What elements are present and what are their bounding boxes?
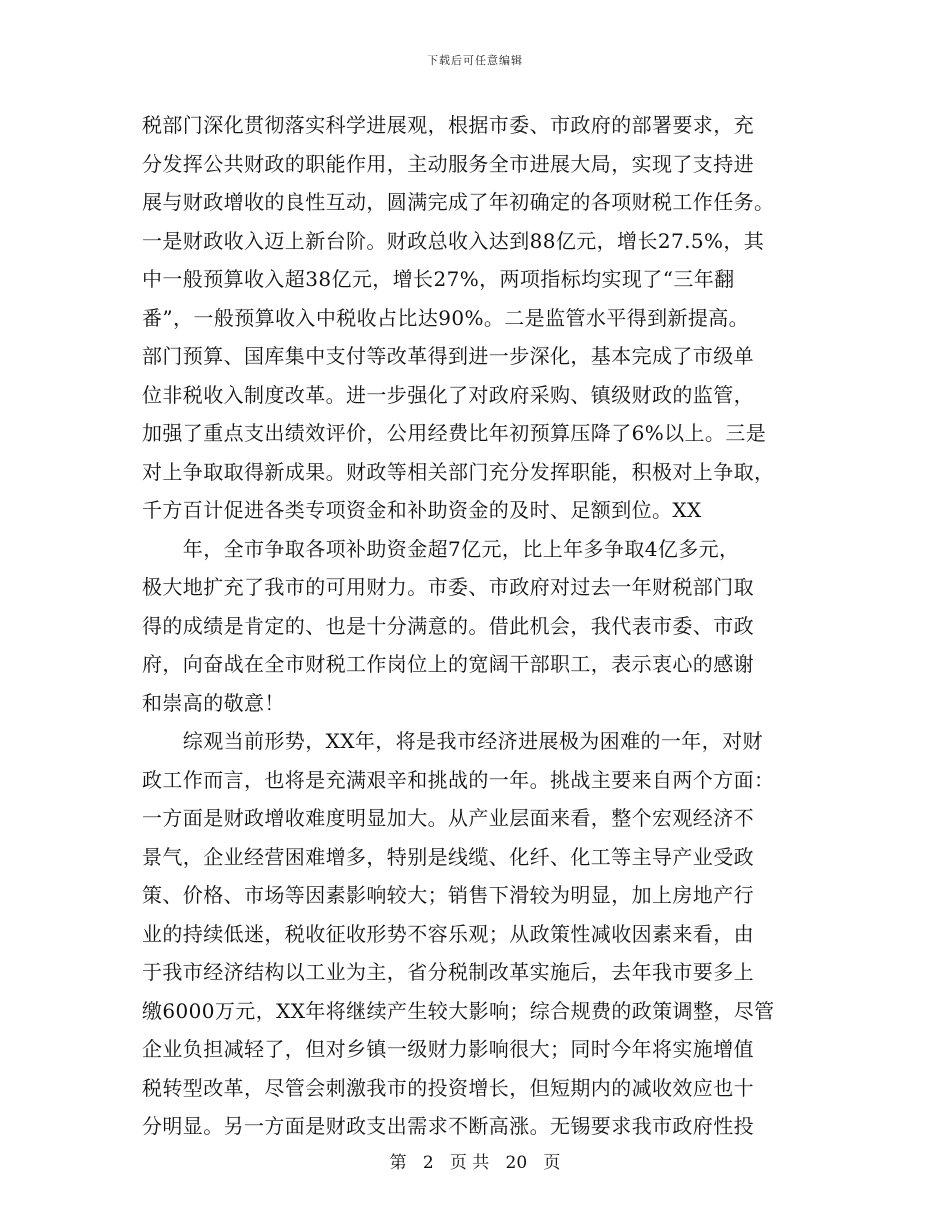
text-line: 业的持续低迷，税收征收形势不容乐观；从政策性减收因素来看，由 bbox=[142, 921, 754, 946]
text-line: 千方百计促进各类专项资金和补助资金的及时、足额到位。XX bbox=[142, 498, 702, 522]
text-line: 税部门深化贯彻落实科学进展观，根据市委、市政府的部署要求，充 bbox=[142, 113, 754, 137]
page-number: 2 bbox=[422, 1153, 434, 1173]
page-header-note: 下载后可任意编辑 bbox=[427, 54, 523, 67]
text-line: 政工作而言，也将是充满艰辛和挑战的一年。挑战主要来自两个方面： bbox=[142, 767, 775, 792]
text-line: 一方面是财政增收难度明显加大。从产业层面来看，整个宏观经济不 bbox=[142, 806, 754, 830]
text-line: 企业负担减轻了，但对乡镇一级财力影响很大；同时今年将实施增值 bbox=[142, 1037, 754, 1061]
text-line: 番”，一般预算收入中税收占比达90%。二是监管水平得到新提高。 bbox=[142, 305, 750, 330]
text-line: 综观当前形势，XX年，将是我市经济进展极为困难的一年，对财 bbox=[142, 729, 763, 753]
text-line: 加强了重点支出绩效评价，公用经费比年初预算压降了6%以上。三是 bbox=[142, 421, 767, 445]
page-label-suffix: 页 bbox=[543, 1153, 561, 1173]
text-line: 一是财政收入迈上新台阶。财政总收入达到88亿元，增长27.5%，其 bbox=[142, 228, 765, 253]
text-line: 部门预算、国库集中支付等改革得到进一步深化，基本完成了市级单 bbox=[142, 344, 754, 368]
text-line: 策、价格、市场等因素影响较大；销售下滑较为明显，加上房地产行 bbox=[142, 883, 754, 907]
text-line: 于我市经济结构以工业为主，省分税制改革实施后，去年我市要多上 bbox=[142, 960, 754, 984]
text-line: 中一般预算收入超38亿元，增长27%，两项指标均实现了“三年翻 bbox=[142, 267, 735, 291]
text-line: 和崇高的敬意！ bbox=[142, 690, 285, 715]
text-line: 年，全市争取各项补助资金超7亿元，比上年多争取4亿多元， bbox=[142, 536, 740, 561]
text-line: 府，向奋战在全市财税工作岗位上的宽阔干部职工，表示衷心的感谢 bbox=[142, 652, 754, 676]
text-line: 展与财政增收的良性互动，圆满完成了年初确定的各项财税工作任务。 bbox=[142, 190, 775, 214]
text-line: 位非税收入制度改革。进一步强化了对政府采购、镇级财政的监管， bbox=[142, 382, 754, 407]
text-line: 税转型改革，尽管会刺激我市的投资增长，但短期内的减收效应也十 bbox=[142, 1075, 754, 1100]
page-footer bbox=[0, 1148, 950, 1173]
text-line: 缴6000万元，XX年将继续产生较大影响；综合规费的政策调整，尽管 bbox=[142, 998, 775, 1023]
text-line: 极大地扩充了我市的可用财力。市委、市政府对过去一年财税部门取 bbox=[142, 575, 754, 599]
text-line: 分发挥公共财政的职能作用，主动服务全市进展大局，实现了支持进 bbox=[142, 151, 754, 176]
text-line: 对上争取取得新成果。财政等相关部门充分发挥职能，积极对上争取， bbox=[142, 459, 775, 484]
text-line: 分明显。另一方面是财政支出需求不断高涨。无锡要求我市政府性投 bbox=[142, 1114, 754, 1138]
page-label-middle: 页 共 bbox=[449, 1153, 490, 1173]
text-line: 得的成绩是肯定的、也是十分满意的。借此机会，我代表市委、市政 bbox=[142, 613, 754, 638]
text-line: 景气，企业经营困难增多，特别是线缆、化纤、化工等主导产业受政 bbox=[142, 844, 754, 869]
total-pages: 20 bbox=[505, 1153, 528, 1173]
page-label-prefix: 第 bbox=[389, 1153, 407, 1173]
document-body bbox=[142, 106, 810, 1146]
